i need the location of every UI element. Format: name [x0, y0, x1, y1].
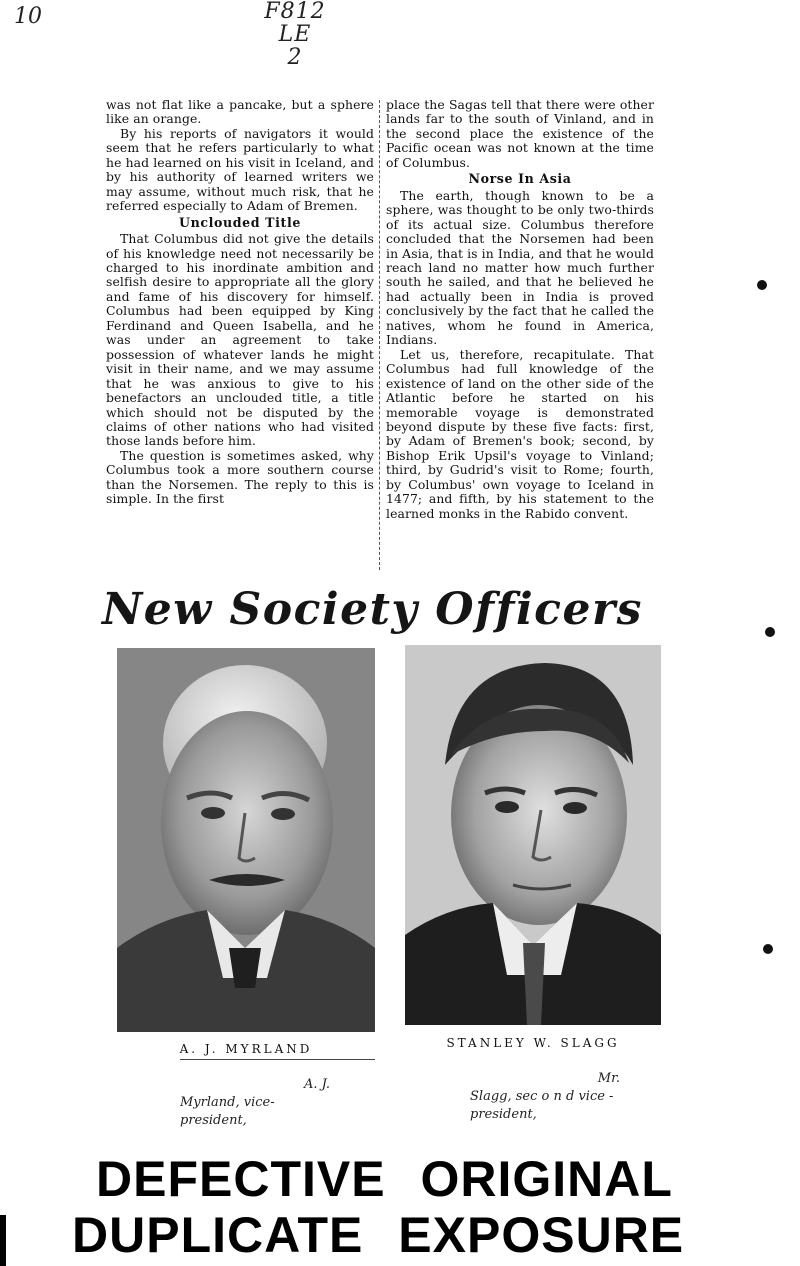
portrait-photo-myrland	[117, 648, 375, 1032]
note-line: vice - president,	[470, 1089, 614, 1122]
article-column-right	[386, 98, 654, 521]
photo-caption-right: STANLEY W. SLAGG	[446, 1036, 620, 1050]
archive-mark-line2: LE	[278, 22, 312, 48]
portrait-myrland-image	[117, 648, 375, 1032]
paragraph: was not flat like a pancake, but a sphere like an orange.	[106, 97, 374, 127]
note-line: Myrland, vice-	[180, 1095, 275, 1110]
article-column-left	[106, 98, 374, 507]
archive-mark	[255, 0, 335, 69]
paragraph: place the Sagas tell that there were other lands far to the south of Vinland, and in the second place the existence of the Pacific ocean was not known at the time of Columbus.	[386, 97, 654, 170]
portrait-slagg-image	[405, 645, 661, 1025]
photo-caption-left: A. J. MYRLAND	[179, 1042, 313, 1056]
portrait-photo-slagg	[405, 645, 661, 1025]
film-edge-bar	[0, 1215, 6, 1266]
column-divider	[379, 100, 380, 570]
caption-underline	[180, 1059, 375, 1060]
archive-mark-line1: F812	[264, 0, 326, 24]
archive-mark-line3: 2	[287, 45, 303, 71]
defect-stamp-line1: DEFECTIVE ORIGINAL	[96, 1151, 673, 1207]
defect-stamp-line2: DUPLICATE EXPOSURE	[72, 1207, 685, 1263]
note-line: Slagg, sec o n d	[470, 1089, 575, 1104]
paragraph: Let us, therefore, recapitulate. That Columbus had full knowledge of the existence of land on the other side of the Atlantic before he started on his memorable voyage is demonstrated beyond dispute by these five facts: first, by Adam of Bremen's book; second, by Bishop Erik Upsil's voyage to Vinland; third, by Gudrid's visit to Rome; fourth, by Columbus' own voyage to Iceland in 1477; and fifth, by his statement to the learned monks in the Rabido convent.	[386, 346, 654, 521]
binder-hole-mark	[757, 280, 767, 290]
paragraph: That Columbus did not give the details of his knowledge need not necessarily be charged to his inordinate ambition and selfish desire to appropriate all the glory and fame of his discovery for himself. Columbus had been equipped by King Ferdinand and Queen Isabella, and he was under an agreement to take possession of whatever lands he might visit in their name, and we may assume that he was anxious to give to his benefactors an unclouded title, a title which should not be disputed by the claims of other nations who had visited those lands before him.	[106, 231, 374, 449]
subheading: Unclouded Title	[179, 214, 301, 230]
note-line: Mr.	[597, 1071, 620, 1086]
note-line: president,	[180, 1113, 247, 1128]
subheading: Norse In Asia	[468, 171, 572, 187]
paragraph: The earth, though known to be a sphere, was thought to be only two-thirds of its actual size. Columbus therefore concluded that the Norsemen had been in Asia, that is in India, and that he would reach land no matter how much further south he sailed, and that he believed he had actually been in India is proved conclusively by the fact that he called the natives, whom he found in America, Indians.	[386, 187, 654, 348]
binder-hole-mark	[763, 944, 773, 954]
paragraph: The question is sometimes asked, why Columbus took a more southern course than the Norsemen. The reply to this is simple. In the first	[106, 447, 374, 507]
page-number: 10	[14, 4, 42, 29]
headline: New Society Officers	[102, 584, 643, 635]
binder-hole-mark	[765, 627, 775, 637]
note-line: A. J.	[304, 1077, 330, 1092]
handwritten-note-right	[470, 1070, 620, 1124]
handwritten-note-left	[180, 1076, 330, 1130]
paragraph: By his reports of navigators it would seem that he refers particularly to what he had learned on his visit in Iceland, and by his authority of learned writers we may assume, without much risk, that he referred especially to Adam of Bremen.	[106, 125, 374, 214]
